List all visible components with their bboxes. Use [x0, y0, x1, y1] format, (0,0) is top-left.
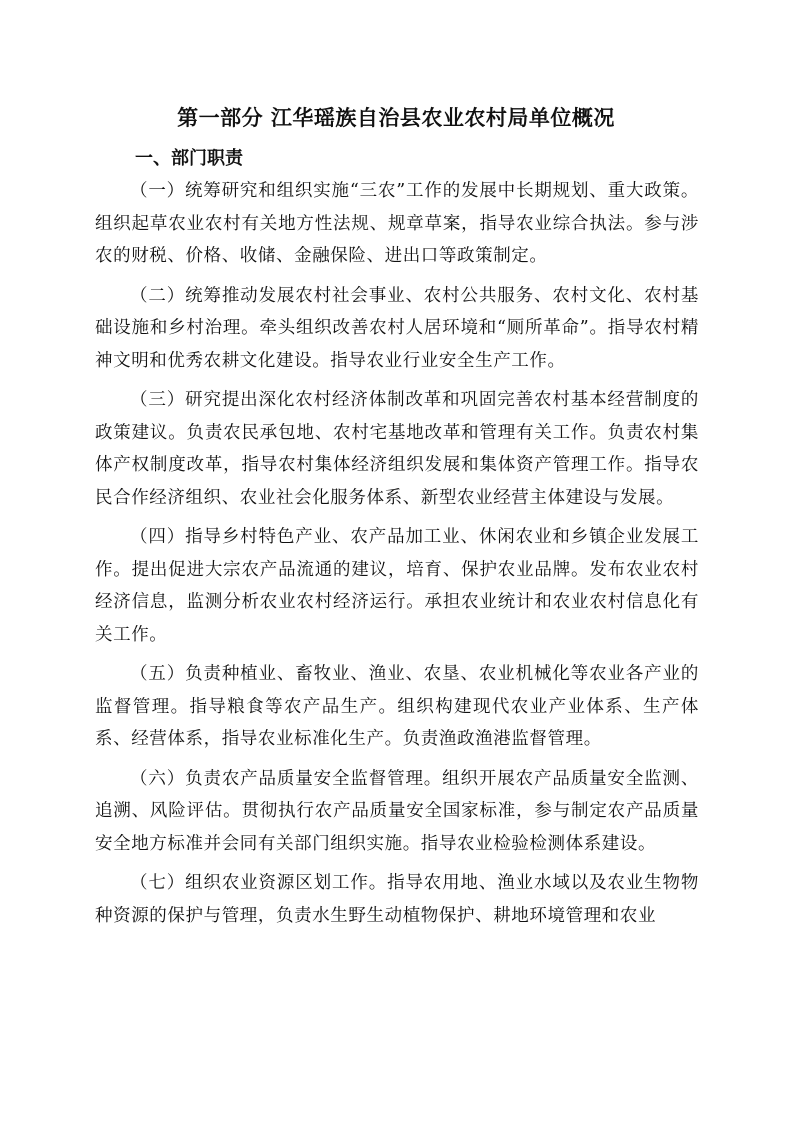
paragraph-5: （五）负责种植业、畜牧业、渔业、农垦、农业机械化等农业各产业的监督管理。指导粮食等农产品生产。组织构建现代农业产业体系、生产体系、经营体系，指导农业标准化生产。负责渔政渔港监督管理。 — [95, 664, 699, 749]
paragraph-6: （六）负责农产品质量安全监督管理。组织开展农产品质量安全监测、追溯、风险评估。贯彻执行农产品质量安全国家标准，参与制定农产品质量安全地方标准并会同有关部门组织实施。指导农业检验检测体系建设。 — [95, 768, 699, 854]
paragraph-3: （三）研究提出深化农村经济体制改革和巩固完善农村基本经营制度的政策建议。负责农民承包地、农村宅基地改革和管理有关工作。负责农村集体产权制度改革，指导农村集体经济组织发展和集体资产管理工作。指导农民合作经济组织、农业社会化服务体系、新型农业经营主体建设与发展。 — [95, 390, 699, 508]
paragraph-7: （七）组织农业资源区划工作。指导农用地、渔业水域以及农业生物物种资源的保护与管理，负责水生野生动植物保护、耕地环境管理和农业 — [95, 873, 699, 926]
paragraph-1: （一）统筹研究和组织实施“三农”工作的发展中长期规划、重大政策。组织起草农业农村有关地方性法规、规章草案，指导农业综合执法。参与涉农的财税、价格、收储、金融保险、进出口等政策制定。 — [95, 181, 699, 266]
paragraph-2: （二）统筹推动发展农村社会事业、农村公共服务、农村文化、农村基础设施和乡村治理。牵头组织改善农村人居环境和“厕所革命”。指导农村精神文明和优秀农耕文化建设。指导农业行业安全生产工作。 — [95, 285, 699, 371]
page-title: 第一部分 江华瑶族自治县农业农村局单位概况 — [177, 106, 615, 130]
document-body — [95, 175, 699, 939]
paragraph-4: （四）指导乡村特色产业、农产品加工业、休闲农业和乡镇企业发展工作。提出促进大宗农产品流通的建议，培育、保护农业品牌。发布农业农村经济信息，监测分析农业农村经济运行。承担农业统计和农业农村信息化有关工作。 — [95, 527, 699, 645]
section-heading: 一、部门职责 — [135, 148, 243, 169]
